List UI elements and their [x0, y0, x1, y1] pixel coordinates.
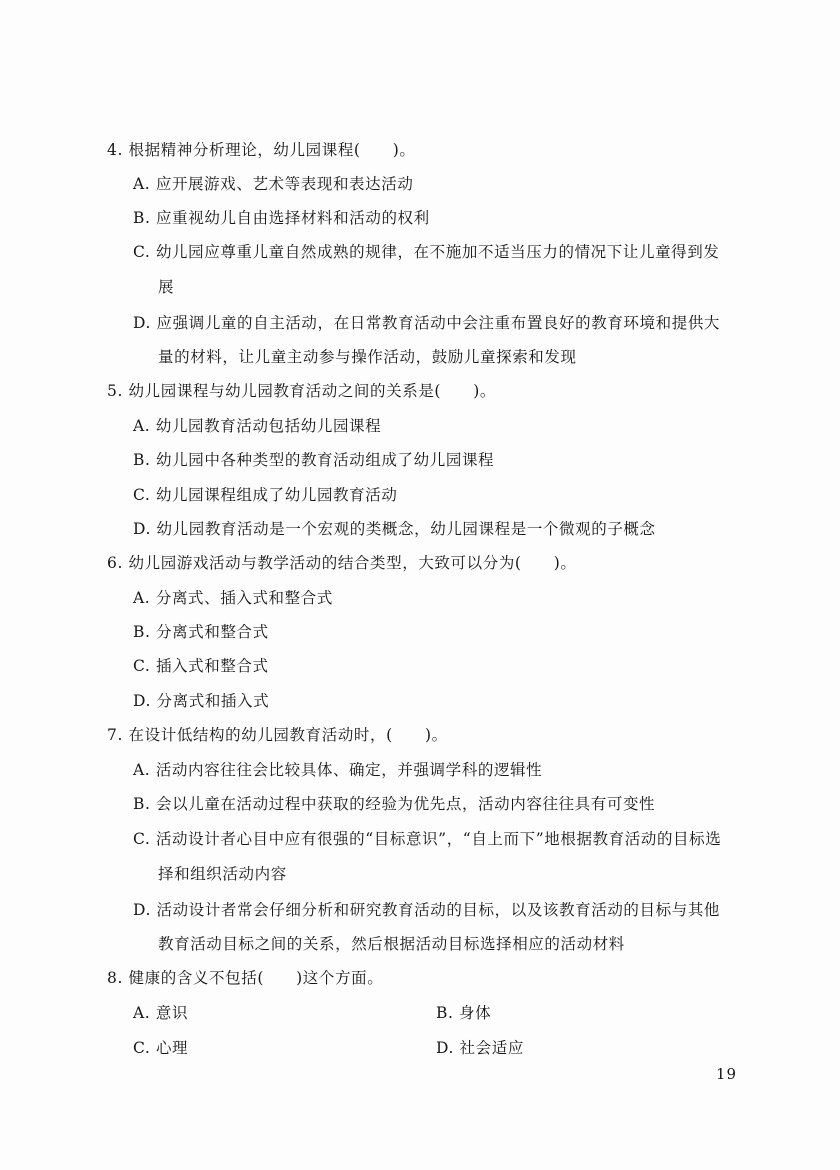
question-5-option-b: B. 幼儿园中各种类型的教育活动组成了幼儿园课程 — [133, 451, 495, 469]
page-number: 19 — [716, 1065, 738, 1083]
question-7-option-a: A. 活动内容往往会比较具体、确定，并强调学科的逻辑性 — [133, 761, 543, 779]
question-4-option-c: C. 幼儿园应尊重儿童自然成熟的规律，在不施加不适当压力的情况下让儿童得到发 — [133, 243, 720, 261]
question-8-option-c: C. 心理 — [133, 1039, 189, 1057]
question-6-stem: 6. 幼儿园游戏活动与教学活动的结合类型，大致可以分为( )。 — [107, 554, 577, 572]
question-6-option-b: B. 分离式和整合式 — [133, 623, 269, 641]
question-5-option-d: D. 幼儿园教育活动是一个宏观的类概念，幼儿园课程是一个微观的子概念 — [133, 520, 656, 538]
question-7-option-c: C. 活动设计者心目中应有很强的“目标意识”，“自上而下”地根据教育活动的目标选 — [133, 830, 722, 848]
question-5-option-c: C. 幼儿园课程组成了幼儿园教育活动 — [133, 486, 398, 504]
question-8-option-b: B. 身体 — [436, 1004, 492, 1022]
question-8-stem: 8. 健康的含义不包括( )这个方面。 — [107, 969, 384, 987]
question-4-option-a: A. 应开展游戏、艺术等表现和表达活动 — [133, 175, 414, 193]
question-4-option-d-continued: 量的材料，让儿童主动参与操作活动，鼓励儿童探索和发现 — [158, 348, 577, 366]
question-4-option-c-continued: 展 — [158, 278, 175, 296]
question-5-option-a: A. 幼儿园教育活动包括幼儿园课程 — [133, 417, 382, 435]
question-4-option-d: D. 应强调儿童的自主活动，在日常教育活动中会注重布置良好的教育环境和提供大 — [133, 314, 721, 332]
question-4-option-b: B. 应重视幼儿自由选择材料和活动的权利 — [133, 209, 430, 227]
question-7-stem: 7. 在设计低结构的幼儿园教育活动时，( )。 — [107, 726, 448, 744]
question-6-option-c: C. 插入式和整合式 — [133, 657, 269, 675]
question-7-option-c-continued: 择和组织活动内容 — [158, 865, 287, 883]
question-6-option-d: D. 分离式和插入式 — [133, 692, 270, 710]
question-5-stem: 5. 幼儿园课程与幼儿园教育活动之间的关系是( )。 — [107, 382, 497, 400]
question-6-option-a: A. 分离式、插入式和整合式 — [133, 589, 333, 607]
question-7-option-d-continued: 教育活动目标之间的关系，然后根据活动目标选择相应的活动材料 — [158, 935, 625, 953]
question-7-option-d: D. 活动设计者常会仔细分析和研究教育活动的目标，以及该教育活动的目标与其他 — [133, 901, 721, 919]
question-8-option-a: A. 意识 — [133, 1004, 189, 1022]
question-7-option-b: B. 会以儿童在活动过程中获取的经验为优先点，活动内容往往具有可变性 — [133, 795, 656, 813]
question-4-stem: 4. 根据精神分析理论，幼儿园课程( )。 — [107, 141, 416, 159]
question-8-option-d: D. 社会适应 — [436, 1039, 524, 1057]
